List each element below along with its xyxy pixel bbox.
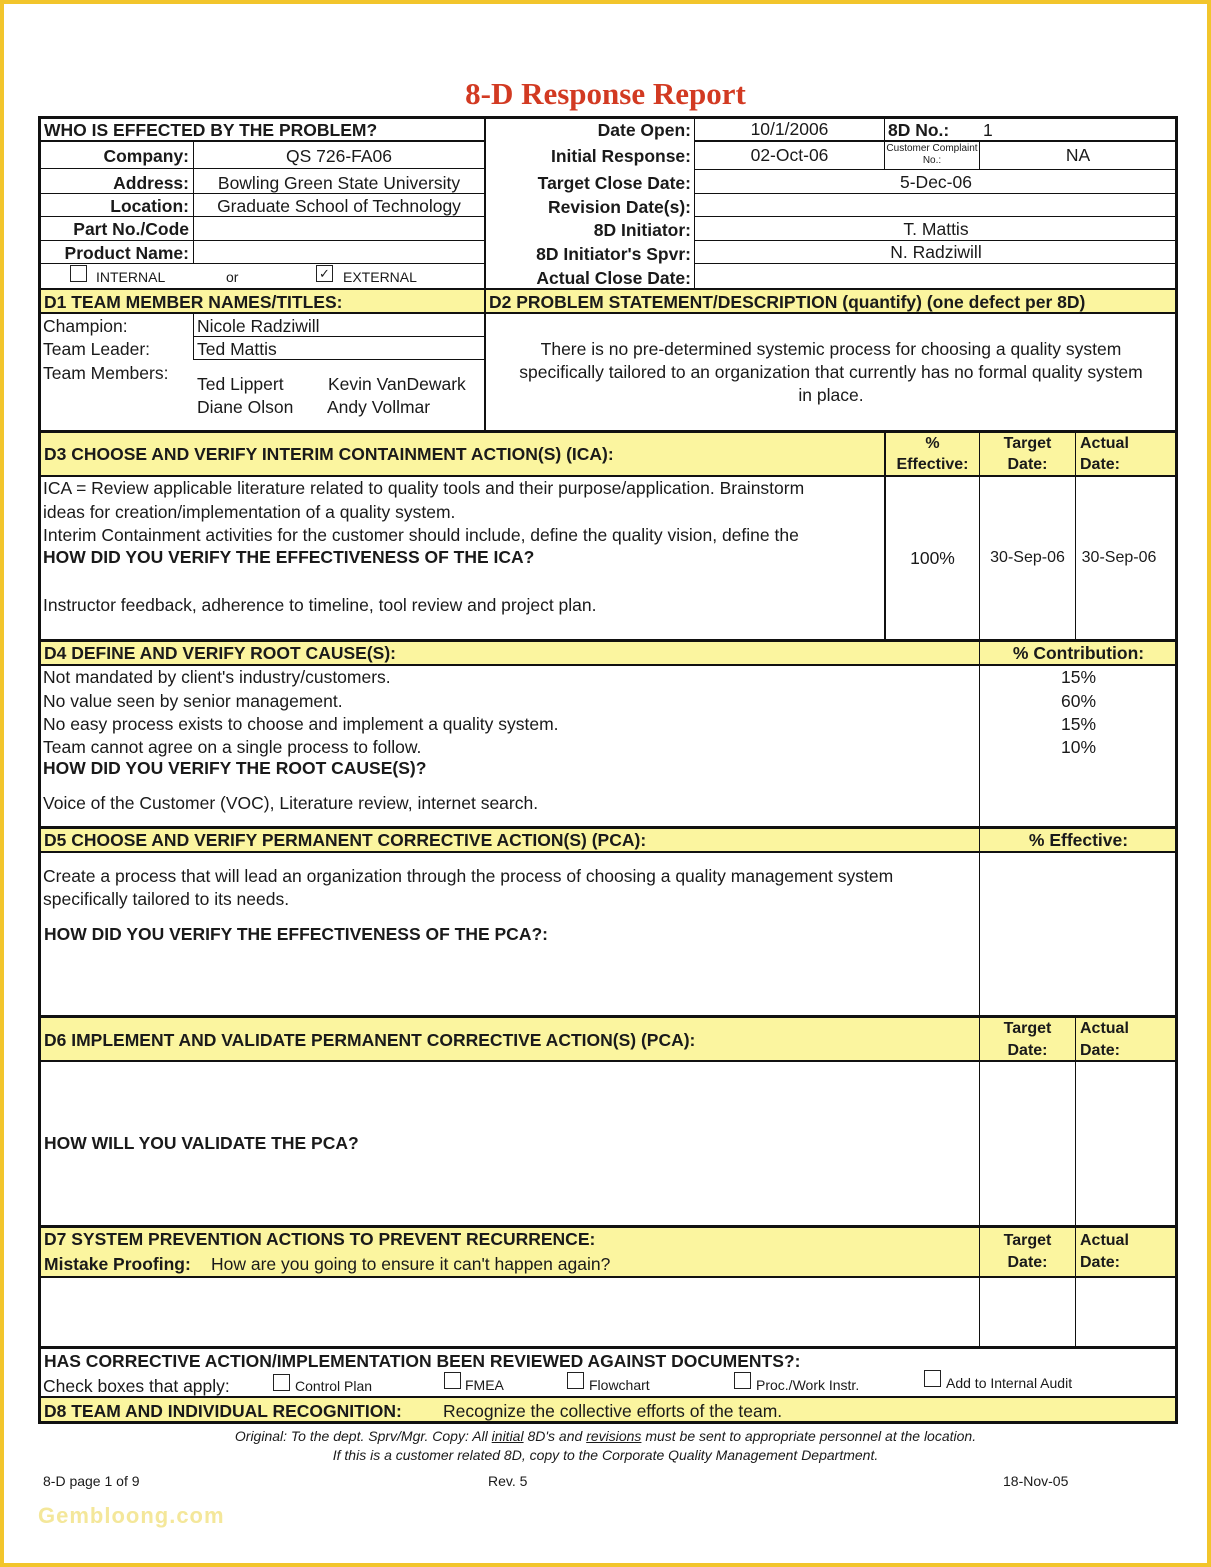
d3-verify-answer: Instructor feedback, adherence to timeline, tool review and project plan.	[43, 595, 597, 615]
hdr-line	[695, 193, 1177, 194]
d5-verify-question: HOW DID YOU VERIFY THE EFFECTIVENESS OF THE PCA?:	[44, 924, 548, 944]
footer-customer-note: If this is a customer related 8D, copy to the Corporate Quality Management Department.	[332, 1447, 879, 1463]
internal-label: INTERNAL	[96, 269, 166, 285]
section-line	[40, 851, 1177, 853]
hdr-line	[40, 168, 485, 169]
check-boxes-label: Check boxes that apply:	[43, 1376, 230, 1396]
d6-col-target: Target	[1003, 1020, 1052, 1037]
address-label: Address:	[113, 173, 189, 193]
8d-no-label: 8D No.:	[888, 120, 950, 140]
flowchart-label: Flowchart	[589, 1377, 650, 1393]
section-line	[40, 1396, 1177, 1398]
watermark: Gembloong.com	[38, 1503, 225, 1528]
part-label: Part No./Code	[73, 219, 189, 239]
hdr-line	[40, 240, 485, 241]
external-label: EXTERNAL	[343, 269, 417, 285]
root-cause-pct: 15%	[1060, 667, 1097, 687]
section-line	[40, 288, 1177, 290]
footer-initial: initial	[491, 1428, 524, 1444]
fmea-checkbox[interactable]	[444, 1372, 461, 1389]
d2-heading: D2 PROBLEM STATEMENT/DESCRIPTION (quantify) (one defect per 8D)	[489, 292, 1086, 312]
d6-heading: D6 IMPLEMENT AND VALIDATE PERMANENT CORRECTIVE ACTION(S) (PCA):	[44, 1030, 696, 1050]
d3-col	[1075, 432, 1076, 640]
section-line	[40, 1346, 1177, 1349]
section-line	[40, 430, 1177, 433]
hdr-line	[695, 263, 1177, 264]
section-line	[40, 1015, 1177, 1018]
hdr-line	[695, 140, 1177, 142]
address-value: Bowling Green State University	[217, 173, 461, 193]
complaint-no-value: NA	[1065, 145, 1091, 165]
location-label: Location:	[110, 196, 189, 216]
d3-target-date: 30-Sep-06	[990, 549, 1065, 566]
section-line	[40, 1225, 1177, 1228]
d1-line	[193, 359, 485, 360]
control-plan-label: Control Plan	[295, 1378, 373, 1394]
d6-validate-question: HOW WILL YOU VALIDATE THE PCA?	[44, 1133, 359, 1153]
or-label: or	[226, 269, 239, 285]
champion-value: Nicole Radziwill	[197, 316, 320, 336]
d6-col-actual: Date:	[1080, 1042, 1121, 1059]
internal-checkbox[interactable]	[70, 265, 87, 282]
hdr-line	[40, 140, 485, 142]
location-value: Graduate School of Technology	[217, 196, 461, 216]
section-line	[40, 639, 1177, 642]
form-date: 18-Nov-05	[1003, 1473, 1069, 1489]
proc-work-instr-label: Proc./Work Instr.	[756, 1377, 860, 1393]
hdr-line	[695, 240, 1177, 241]
revision-label: Revision Date(s):	[548, 197, 691, 217]
team-member: Ted Lippert	[197, 374, 284, 394]
hdr-line	[40, 193, 485, 194]
actual-close-label: Actual Close Date:	[536, 268, 691, 288]
d8-text: Recognize the collective efforts of the team.	[443, 1401, 783, 1421]
root-cause: Team cannot agree on a single process to follow.	[43, 737, 422, 757]
spvr-value: N. Radziwill	[890, 242, 982, 262]
d3-heading: D3 CHOOSE AND VERIFY INTERIM CONTAINMENT ACTION(S) (ICA):	[44, 444, 614, 464]
fmea-label: FMEA	[465, 1377, 504, 1393]
d6-col-actual: Actual	[1080, 1020, 1129, 1037]
hdr-line	[40, 263, 485, 264]
footer-distribution	[0, 1428, 1211, 1444]
section-line	[40, 1276, 1177, 1278]
d1-heading: D1 TEAM MEMBER NAMES/TITLES:	[44, 292, 343, 312]
d6-col-target: Date:	[1007, 1042, 1048, 1059]
leader-label: Team Leader:	[43, 339, 151, 359]
champion-label: Champion:	[43, 316, 128, 336]
company-label: Company:	[103, 146, 189, 166]
d4-col-contribution: % Contribution:	[1012, 643, 1145, 663]
proc-work-instr-checkbox[interactable]	[734, 1372, 751, 1389]
mistake-proofing-label: Mistake Proofing:	[44, 1254, 191, 1274]
d3-col-target: Target	[1003, 435, 1052, 452]
target-close-value: 5-Dec-06	[900, 172, 972, 192]
footer-text: must be sent to appropriate personnel at the location.	[641, 1428, 977, 1444]
d5-line: Create a process that will lead an organization through the process of choosing a quality management system	[43, 866, 894, 886]
d4-verify-question: HOW DID YOU VERIFY THE ROOT CAUSE(S)?	[43, 758, 427, 778]
root-cause-pct: 10%	[1060, 737, 1097, 757]
d4-heading: D4 DEFINE AND VERIFY ROOT CAUSE(S):	[44, 643, 396, 663]
revision-number: Rev. 5	[488, 1473, 528, 1489]
d7-col-target: Date:	[1007, 1254, 1048, 1271]
report-title: 8-D Response Report	[465, 76, 746, 111]
date-open-label: Date Open:	[597, 120, 691, 140]
d3-col-eff: Effective:	[896, 456, 969, 473]
d7-col	[1075, 1227, 1076, 1347]
border-bottom	[38, 1421, 1178, 1424]
leader-value: Ted Mattis	[197, 339, 277, 359]
d1-line	[193, 336, 485, 337]
d3-line: ICA = Review applicable literature related to quality tools and their purpose/application. Brainstorm	[43, 478, 805, 498]
date-open-value: 10/1/2006	[750, 119, 829, 139]
spvr-label: 8D Initiator's Spvr:	[536, 244, 691, 264]
root-cause-pct: 15%	[1060, 714, 1097, 734]
d5-heading: D5 CHOOSE AND VERIFY PERMANENT CORRECTIVE ACTION(S) (PCA):	[44, 830, 647, 850]
initial-response-value: 02-Oct-06	[750, 145, 829, 165]
root-cause-pct: 60%	[1060, 691, 1097, 711]
d3-actual-date: 30-Sep-06	[1081, 549, 1157, 566]
root-cause: No easy process exists to choose and implement a quality system.	[43, 714, 559, 734]
d2-line: specifically tailored to an organization that currently has no formal quality system	[519, 362, 1143, 382]
d8-heading: D8 TEAM AND INDIVIDUAL RECOGNITION:	[44, 1401, 402, 1421]
internal-audit-checkbox[interactable]	[924, 1370, 941, 1387]
target-close-label: Target Close Date:	[537, 173, 691, 193]
d5-col-effective: % Effective:	[1028, 830, 1129, 850]
d3-col-eff: %	[925, 435, 940, 452]
page-number: 8-D page 1 of 9	[43, 1473, 140, 1489]
d5-col	[979, 828, 980, 1017]
d7-heading: D7 SYSTEM PREVENTION ACTIONS TO PREVENT RECURRENCE:	[44, 1229, 596, 1249]
d7-col-actual: Date:	[1080, 1254, 1121, 1271]
team-member: Diane Olson	[197, 397, 294, 417]
complaint-no-label: Customer Complaint No.:	[886, 143, 978, 166]
d5-line: specifically tailored to its needs.	[43, 889, 290, 909]
mistake-proofing-text: How are you going to ensure it can't happen again?	[211, 1254, 611, 1274]
section-line	[40, 312, 1177, 314]
footer-text: 8D's and	[523, 1428, 587, 1444]
review-heading: HAS CORRECTIVE ACTION/IMPLEMENTATION BEEN REVIEWED AGAINST DOCUMENTS?:	[44, 1351, 801, 1371]
d3-col-actual: Date:	[1080, 456, 1121, 473]
product-label: Product Name:	[64, 243, 189, 263]
d3-col-actual: Actual	[1080, 435, 1129, 452]
8d-no-value: 1	[983, 120, 993, 140]
section-line	[40, 475, 1177, 477]
d2-line: There is no pre-determined systemic process for choosing a quality system	[540, 339, 1122, 359]
d3-effective: 100%	[910, 548, 955, 568]
d3-verify-question: HOW DID YOU VERIFY THE EFFECTIVENESS OF THE ICA?	[43, 547, 535, 567]
d1-d2-divider	[484, 290, 486, 432]
section-line	[40, 826, 1177, 829]
d3-col-target: Date:	[1007, 456, 1048, 473]
internal-audit-label: Add to Internal Audit	[946, 1375, 1073, 1391]
root-cause: Not mandated by client's industry/customers.	[43, 667, 391, 687]
d2-line: in place.	[798, 385, 864, 405]
root-cause: No value seen by senior management.	[43, 691, 343, 711]
section-line	[40, 664, 1177, 666]
initiator-value: T. Mattis	[903, 219, 969, 239]
border-top	[38, 116, 1178, 119]
d3-line: Interim Containment activities for the customer should include, define the quality vision, define the	[43, 525, 799, 545]
company-value: QS 726-FA06	[285, 146, 393, 166]
initial-response-label: Initial Response:	[550, 146, 691, 166]
d6-col	[1075, 1017, 1076, 1226]
team-member: Andy Vollmar	[327, 397, 431, 417]
d3-line: ideas for creation/implementation of a quality system.	[43, 502, 456, 522]
hdr-line	[695, 169, 1177, 170]
flowchart-checkbox[interactable]	[567, 1372, 584, 1389]
hdr-line	[884, 116, 885, 169]
who-effected-label: WHO IS EFFECTED BY THE PROBLEM?	[44, 120, 378, 140]
d4-verify-answer: Voice of the Customer (VOC), Literature review, internet search.	[43, 793, 539, 813]
footer-revisions: revisions	[586, 1428, 642, 1444]
initiator-label: 8D Initiator:	[593, 220, 691, 240]
hdr-line	[40, 216, 485, 217]
hdr-line	[695, 216, 1177, 217]
d7-col-actual: Actual	[1080, 1232, 1129, 1249]
external-checkbox[interactable]: ✓	[316, 265, 333, 282]
team-member: Kevin VanDewark	[328, 374, 466, 394]
d7-col-target: Target	[1003, 1232, 1052, 1249]
footer-text: Original: To the dept. Sprv/Mgr. Copy: All	[234, 1428, 492, 1444]
members-label: Team Members:	[43, 363, 169, 383]
control-plan-checkbox[interactable]	[273, 1374, 290, 1391]
